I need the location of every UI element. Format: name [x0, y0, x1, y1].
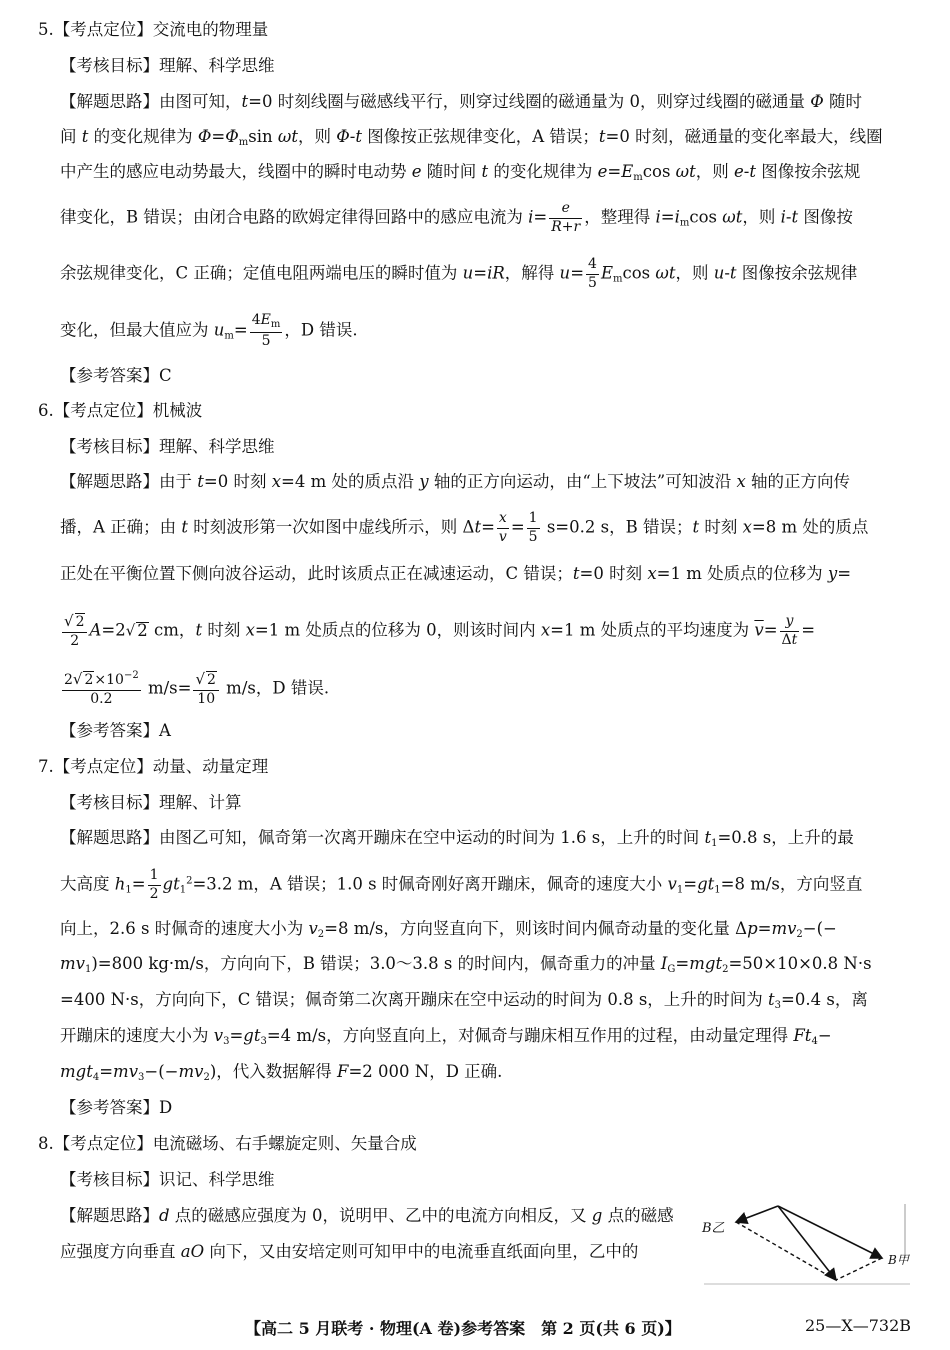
label-b-yi: B乙	[702, 1221, 725, 1236]
vector-diagram-svg	[700, 1200, 915, 1288]
vector-b-yi	[736, 1206, 778, 1222]
q6-goal: 【考核目标】理解、科学思维	[60, 437, 275, 456]
dashed-line-left	[736, 1222, 836, 1280]
q7-solution-line-4: $mv_1)=800$ kg·m/s，方向向下，B 错误；3.0～3.8 s 的时间内，佩奇重力的冲量 $I_G=mgt_2=50\times 10\times 0.8$ N·s	[60, 954, 872, 975]
footer-code: 25—X—732B	[805, 1316, 912, 1335]
vector-resultant	[778, 1206, 836, 1280]
q7-heading: 7.【考点定位】动量、动量定理	[38, 757, 269, 776]
q5-answer: 【参考答案】C	[60, 366, 172, 385]
q6-solution-line-2: 播，A 正确；由 t 时刻波形第一次如图中虚线所示，则 Δt= $\frac{x}{v}$ = $\frac{1}{5}$ s=0.2 s，B 错误；t 时刻 x=8 m 处的质点	[60, 510, 869, 545]
q6-solution-line-3: 正处在平衡位置下侧向波谷运动，此时该质点正在减速运动，C 错误；t=0 时刻 x=1 m 处质点的位移为 y=	[60, 564, 852, 583]
dashed-line-right	[836, 1258, 882, 1280]
q6-heading: 6.【考点定位】机械波	[38, 401, 203, 420]
q7-solution-line-3: 向上，2.6 s 时佩奇的速度大小为 $v_2=8$ m/s，方向竖直向下，则该时间内佩奇动量的变化量 $\Delta p=mv_2-(-$	[60, 919, 837, 940]
vector-diagram	[700, 1200, 915, 1288]
q8-solution-line-1: 【解题思路】d 点的磁感应强度为 0，说明甲、乙中的电流方向相反，又 g 点的磁感	[60, 1206, 674, 1225]
q7-solution-line-6: 开蹦床的速度大小为 $v_3=gt_3=4$ m/s，方向竖直向上，对佩奇与蹦床相互作用的过程，由动量定理得 $Ft_4-$	[60, 1026, 832, 1047]
q7-solution-line-1: 【解题思路】由图乙可知，佩奇第一次离开蹦床在空中运动的时间为 1.6 s，上升的时间 $t_1=0.8$ s，上升的最	[60, 828, 854, 849]
q8-heading: 8.【考点定位】电流磁场、右手螺旋定则、矢量合成	[38, 1134, 417, 1153]
q6-answer: 【参考答案】A	[60, 721, 171, 740]
q7-solution-line-2: 大高度 $h_1=$ $\frac{1}{2}$ $gt_1^2=3.2$ m，A 错误；1.0 s 时佩奇刚好离开蹦床，佩奇的速度大小 $v_1=gt_1=8$ m/s，方向竖直	[60, 867, 863, 902]
q7-goal: 【考核目标】理解、计算	[60, 793, 242, 812]
q6-solution-line-4: $\frac{√ 2}{2}$ A=2√ 2 cm，t 时刻 x=1 m 处质点的位移为 0，则该时间内 x=1 m 处质点的平均速度为 $\overline{v}=$ $\frac{y}{\Delta t}$ =	[64, 612, 816, 649]
q8-solution-line-2: 应强度方向垂直 aO 向下，又由安培定则可知甲中的电流垂直纸面向里，乙中的	[60, 1242, 639, 1261]
q5-heading: 5.【考点定位】交流电的物理量	[38, 20, 269, 39]
q7-solution-line-7: $mgt_4=mv_3-(-mv_2)$，代入数据解得 F=2 000 N，D 正确.	[60, 1062, 503, 1083]
vector-b-jia	[778, 1206, 882, 1258]
q5-solution-line-4: 律变化，B 错误；由闭合电路的欧姆定律得回路中的感应电流为 i= $\frac{e}{R+r}$ ，整理得 $i=i_m\cos$ ωt，则 i-t 图像按	[60, 200, 853, 235]
q8-goal: 【考核目标】识记、科学思维	[60, 1170, 275, 1189]
q5-goal: 【考核目标】理解、科学思维	[60, 56, 275, 75]
q6-solution-line-1: 【解题思路】由于 t=0 时刻 x=4 m 处的质点沿 y 轴的正方向运动，由“上下坡法”可知波沿 x 轴的正方向传	[60, 472, 851, 491]
q5-solution-line-1: 【解题思路】由图可知，t=0 时刻线圈与磁感线平行，则穿过线圈的磁通量为 0，则穿过线圈的磁通量 Φ 随时	[60, 92, 862, 111]
q5-solution-line-3: 中产生的感应电动势最大，线圈中的瞬时电动势 e 随时间 t 的变化规律为 $e=E_m\cos$ ωt，则 e-t 图像按余弦规	[60, 162, 861, 183]
q5-solution-line-6: 变化，但最大值应为 $u_m=$ $\frac{4E_m}{5}$ ，D 错误.	[60, 312, 358, 349]
q5-solution-line-2: 间 t 的变化规律为 $\Phi=\Phi_m\sin$ ωt，则 Φ-t 图像按正弦规律变化，A 错误；t=0 时刻，磁通量的变化率最大，线圈	[60, 127, 883, 148]
q6-solution-line-5: $\frac{2√ 2\times 10^{-2}}{0.2}$ m/s= $\frac{√ 2}{10}$ m/s，D 错误.	[64, 670, 330, 707]
q7-answer: 【参考答案】D	[60, 1098, 173, 1117]
label-b-jia: B甲	[888, 1253, 909, 1267]
footer-title: 【高二 5 月联考 · 物理(A 卷)参考答案 第 2 页(共 6 页)】	[245, 1319, 681, 1338]
q7-solution-line-5: =400 N·s，方向向下，C 错误；佩奇第二次离开蹦床在空中运动的时间为 0.8 s，上升的时间为 $t_3=0.4$ s，离	[60, 990, 868, 1011]
q5-solution-line-5: 余弦规律变化，C 正确；定值电阻两端电压的瞬时值为 u=iR，解得 u= $\frac{4}{5}$ $E_m\cos$ ωt，则 u-t 图像按余弦规律	[60, 256, 858, 291]
